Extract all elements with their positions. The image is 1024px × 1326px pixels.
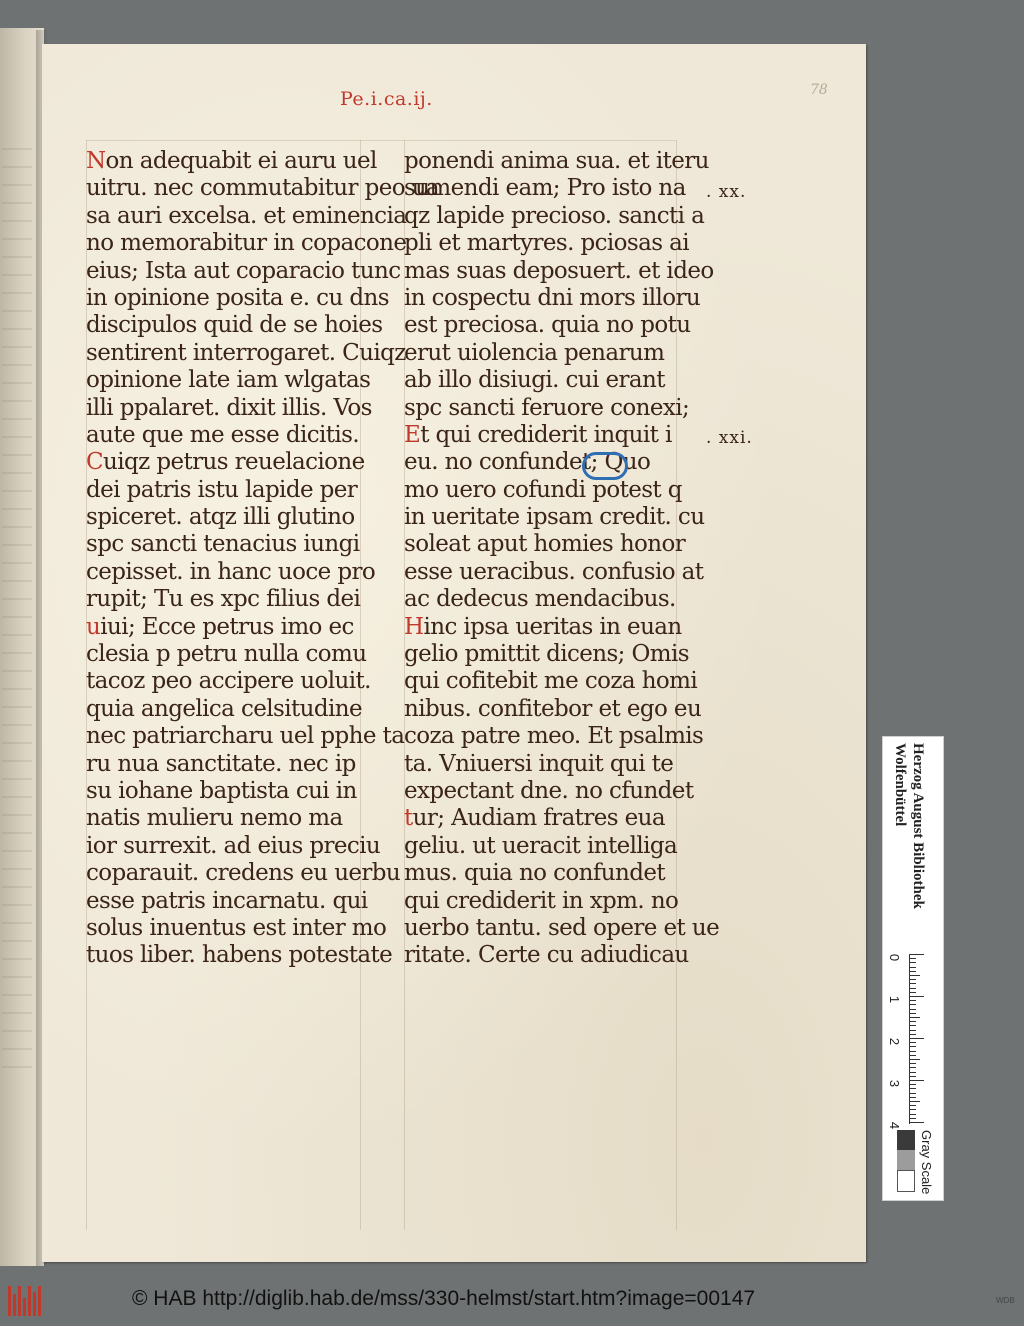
rubricated-initial: t xyxy=(404,805,413,832)
text-line: no memorabitur in copacone xyxy=(86,230,407,257)
text-line: qz lapide precioso. sancti a xyxy=(404,202,705,229)
rubricated-initial: C xyxy=(86,449,103,476)
scale-number: 1 xyxy=(887,995,903,1004)
text-line: in opinione posita e. cu dns xyxy=(86,284,389,311)
ruler-tick xyxy=(910,1122,924,1123)
ruler-tick xyxy=(910,1059,920,1060)
ruler-tick xyxy=(910,996,924,997)
text-line: est preciosa. quia no potu xyxy=(404,312,691,339)
text-line: tuos liber. habens potestate xyxy=(86,942,393,969)
text-line: uitru. nec commutabitur peo ua xyxy=(86,175,440,202)
text-line: ponendi anima sua. et iteru xyxy=(404,148,709,174)
ruler-tick xyxy=(910,1004,916,1005)
scale-number: 3 xyxy=(887,1079,903,1088)
ruler-tick xyxy=(910,992,916,993)
text-line: solus inuentus est inter mo xyxy=(86,914,387,941)
scale-number: 0 xyxy=(887,953,903,962)
text-column-right xyxy=(404,148,720,970)
ruler-tick xyxy=(910,1017,920,1018)
text-line: dei patris istu lapide per xyxy=(86,476,358,503)
ruler-tick xyxy=(910,1042,916,1043)
text-line: geliu. ut ueracit intelliga xyxy=(404,832,678,859)
text-line: spc sancti feruore conexi; xyxy=(404,394,690,421)
marginal-note: . xxi. xyxy=(706,428,753,448)
text-line: cepisset. in hanc uoce pro xyxy=(86,558,376,585)
text-line-rest: iui; Ecce petrus imo ec xyxy=(100,613,354,640)
institution-line-2: Wolfenbüttel xyxy=(892,743,908,827)
blue-initial-q xyxy=(582,452,628,480)
text-line: uerbo tantu. sed opere et ue xyxy=(404,914,720,941)
ruler-tick xyxy=(910,979,916,980)
text-column-left xyxy=(86,148,440,970)
ruler-tick xyxy=(910,967,916,968)
ruler-tick xyxy=(910,1038,924,1039)
text-line: aute que me esse dicitis. xyxy=(86,421,360,448)
text-line: mo uero cofundi potest q xyxy=(404,476,682,503)
gray-step-mid xyxy=(897,1150,915,1170)
text-line: pli et martyres. pciosas ai xyxy=(404,230,690,257)
text-line: discipulos quid de se hoies xyxy=(86,312,383,339)
text-line: ta. Vniuersi inquit qui te xyxy=(404,750,674,777)
text-line: nibus. confitebor et ego eu xyxy=(404,695,702,722)
ruler-tick xyxy=(910,1088,916,1089)
text-line xyxy=(86,449,386,476)
rubricated-initial: N xyxy=(86,148,106,174)
ruler-tick xyxy=(910,1072,916,1073)
institution-line-1: Herzog August Bibliothek xyxy=(910,743,926,909)
ruler-tick xyxy=(910,1063,916,1064)
text-line: ior surrexit. ad eius preciu xyxy=(86,832,381,859)
text-line: eu. no confundet; Quo xyxy=(404,449,651,476)
ruler-tick xyxy=(910,1055,916,1056)
text-line-rest: uiqz petrus reuelacione xyxy=(103,449,365,476)
text-line: rupit; Tu es xpc filius dei xyxy=(86,586,361,613)
ruler-tick xyxy=(910,954,924,955)
text-line: ab illo disiugi. cui erant xyxy=(404,367,665,394)
manuscript-leaf xyxy=(42,44,866,1262)
ruler-tick xyxy=(910,1097,916,1098)
ruler-tick xyxy=(910,983,916,984)
text-line: esse patris incarnatu. qui xyxy=(86,887,368,914)
text-line: qui crediderit in xpm. no xyxy=(404,887,679,914)
text-line: coparauit. credens eu uerbu xyxy=(86,860,401,887)
text-line: qui cofitebit me coza homi xyxy=(404,668,698,695)
text-line: erut uiolencia penarum xyxy=(404,339,665,366)
ruler-tick xyxy=(910,1034,916,1035)
text-line-rest: t qui crediderit inquit i xyxy=(420,421,672,448)
folio-number: 78 xyxy=(810,82,828,98)
text-line: ac dedecus mendacibus. xyxy=(404,586,676,613)
scale-card-lower xyxy=(882,944,944,1201)
hab-logo-icon xyxy=(8,1286,46,1316)
text-line: mus. quia no confundet xyxy=(404,860,665,887)
ruler-tick xyxy=(910,1105,916,1106)
marginal-note: . xx. xyxy=(706,182,747,202)
text-line: coza patre meo. Et psalmis xyxy=(404,723,704,750)
adjacent-page-text xyxy=(2,148,32,1078)
text-line: in ueritate ipsam credit. cu xyxy=(404,504,705,531)
text-line xyxy=(86,148,386,175)
text-line: soleat aput homies honor xyxy=(404,531,686,558)
text-line: eius; Ista aut coparacio tunc xyxy=(86,257,401,284)
scale-number: 4 xyxy=(887,1121,903,1130)
text-line xyxy=(86,614,386,641)
text-line: esse ueracibus. confusio at xyxy=(404,558,704,585)
rubricated-initial: u xyxy=(86,613,101,640)
ruling-line xyxy=(86,140,676,141)
text-line: ru nua sanctitate. nec ip xyxy=(86,750,356,777)
text-line: tacoz peo accipere uoluit. xyxy=(86,668,371,695)
ruler-tick xyxy=(910,1076,916,1077)
ruler-tick xyxy=(910,1067,916,1068)
text-line: clesia p petru nulla comu xyxy=(86,641,367,668)
text-line: natis mulieru nemo ma xyxy=(86,805,343,832)
ruler-tick xyxy=(910,1084,916,1085)
gray-scale-label: Gray Scale xyxy=(919,1130,934,1195)
ruler-tick xyxy=(910,1093,916,1094)
text-line xyxy=(404,614,704,641)
ruler-tick xyxy=(910,1080,924,1081)
text-line: spiceret. atqz illi glutino xyxy=(86,504,355,531)
rubricated-initial: E xyxy=(404,421,421,448)
gray-step-light xyxy=(897,1170,915,1192)
institution-name xyxy=(892,743,927,947)
text-line: opinione late iam wlgatas xyxy=(86,367,371,394)
copyright-url[interactable]: © HAB http://diglib.hab.de/mss/330-helmst/start.htm?image=00147 xyxy=(132,1287,756,1310)
text-line: mas suas deposuert. et ideo xyxy=(404,257,714,284)
text-line-rest: on adequabit ei auru uel xyxy=(105,148,377,174)
text-line-rest: ur; Audiam fratres eua xyxy=(412,805,665,832)
ruler-tick xyxy=(910,1021,916,1022)
text-line: sumendi eam; Pro isto na xyxy=(404,175,686,202)
text-line: spc sancti tenacius iungi xyxy=(86,531,360,558)
ruler-tick xyxy=(910,1051,916,1052)
text-line xyxy=(404,422,704,449)
ruler-tick xyxy=(910,1000,916,1001)
text-line: gelio pmittit dicens; Omis xyxy=(404,641,689,668)
text-line: ritate. Certe cu adiudicau xyxy=(404,942,689,969)
text-line xyxy=(404,805,704,832)
ruler-tick xyxy=(910,1046,916,1047)
ruler-tick xyxy=(910,1030,916,1031)
text-line: illi ppalaret. dixit illis. Vos xyxy=(86,394,372,421)
ruler-tick xyxy=(910,962,916,963)
footer-bar xyxy=(0,1276,1024,1326)
text-line: nec patriarcharu uel pphe ta xyxy=(86,723,405,750)
ruler-tick xyxy=(910,958,916,959)
ruler-tick xyxy=(910,1118,916,1119)
text-line: sentirent interrogaret. Cuiqz xyxy=(86,339,406,366)
ruler-tick xyxy=(910,988,916,989)
text-line: quia angelica celsitudine xyxy=(86,695,362,722)
text-line: expectant dne. no cfundet xyxy=(404,777,694,804)
running-head: Pe.i.ca.ij. xyxy=(340,88,433,110)
ruler-tick xyxy=(910,971,916,972)
ruler-tick xyxy=(910,1025,916,1026)
ruler-tick xyxy=(910,1013,916,1014)
ruler-tick xyxy=(910,975,920,976)
ruler-tick xyxy=(910,1101,920,1102)
ruler-tick xyxy=(910,1114,916,1115)
rubricated-initial: H xyxy=(404,613,424,640)
scale-number: 2 xyxy=(887,1037,903,1046)
text-line: su iohane baptista cui in xyxy=(86,777,357,804)
footer-corner-mark: WDB xyxy=(996,1296,1015,1305)
text-line: in cospectu dni mors illoru xyxy=(404,284,701,311)
gray-step-dark xyxy=(897,1130,915,1150)
text-line-rest: inc ipsa ueritas in euan xyxy=(423,613,682,640)
ruler-tick xyxy=(910,1109,916,1110)
ruler-tick xyxy=(910,1009,916,1010)
text-line: sa auri excelsa. et eminencia xyxy=(86,202,407,229)
